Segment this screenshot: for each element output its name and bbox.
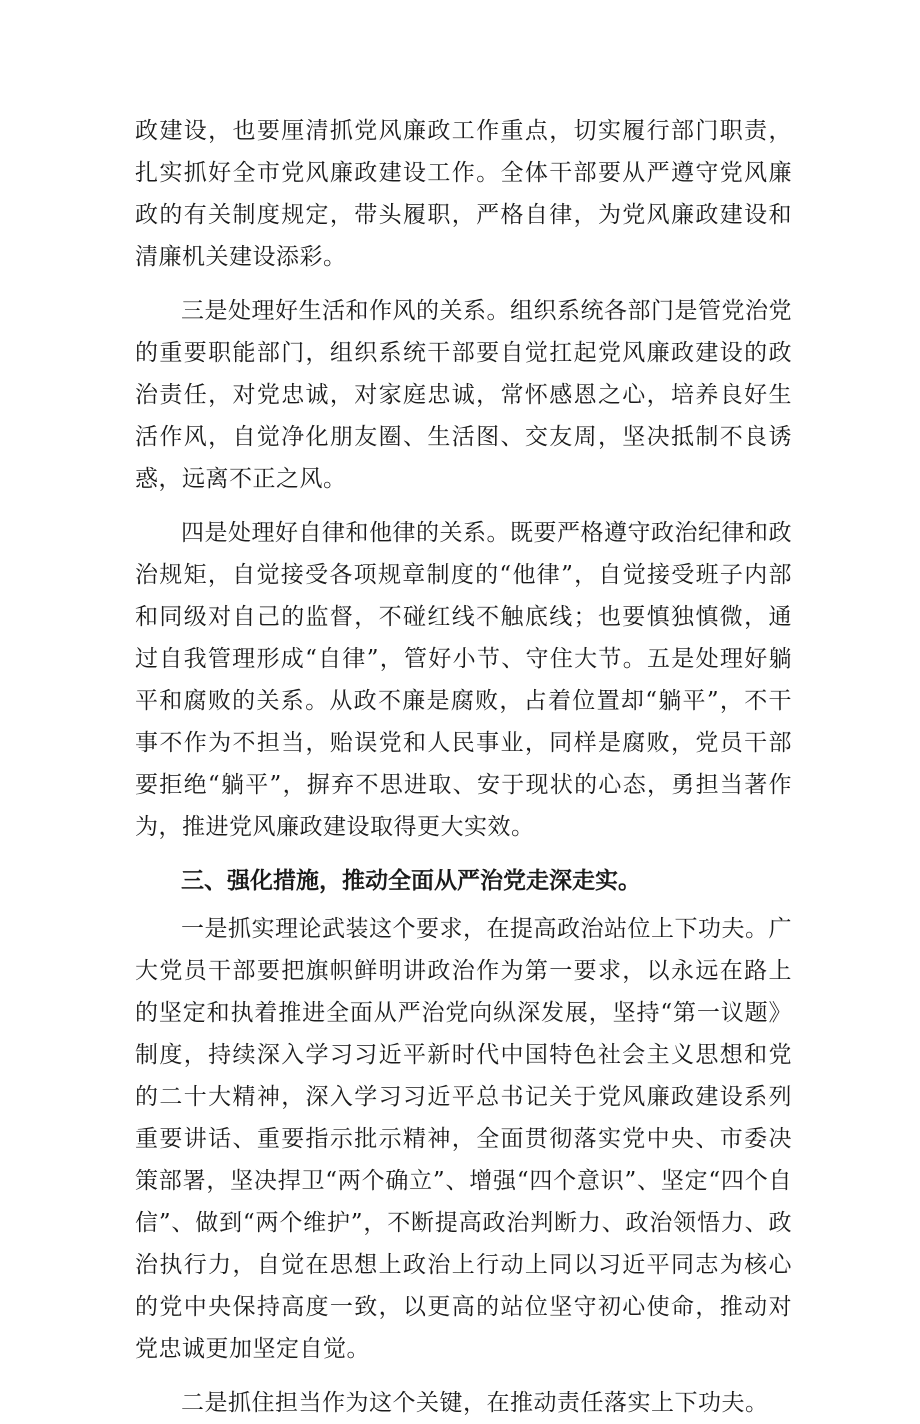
section-heading: 三、强化措施，推动全面从严治党走深走实。 bbox=[181, 868, 641, 894]
paragraph-continuation: 政建设，也要厘清抓党风廉政工作重点，切实履行部门职责，扎实抓好全市党风廉政建设工作。全体干部要从严遵守党风廉政的有关制度规定，带头履职，严格自律，为党风廉政建设和清廉机关建设添彩。 bbox=[135, 118, 792, 270]
paragraph-self-discipline-relation: 四是处理好自律和他律的关系。既要严格遵守政治纪律和政治规矩，自觉接受各项规章制度的“他律”，自觉接受班子内部和同级对自己的监督，不碰红线不触底线；也要慎独慎微，通过自我管理形成“自律”，管好小节、守住大节。五是处理好躺平和腐败的关系。从政不廉是腐败，占着位置却“躺平”，不干事不作为不担当，贻误党和人民事业，同样是腐败，党员干部要拒绝“躺平”，摒弃不思进取、安于现状的心态，勇担当著作为，推进党风廉政建设取得更大实效。 bbox=[135, 520, 792, 840]
paragraph-lifestyle-relation: 三是处理好生活和作风的关系。组织系统各部门是管党治党的重要职能部门，组织系统干部要自觉扛起党风廉政建设的政治责任，对党忠诚，对家庭忠诚，常怀感恩之心，培养良好生活作风，自觉净化朋友圈、生活图、交友周，坚决抵制不良诱惑，远离不正之风。 bbox=[135, 298, 792, 492]
paragraph-theory-armament: 一是抓实理论武装这个要求，在提高政治站位上下功夫。广大党员干部要把旗帜鲜明讲政治作为第一要求，以永远在路上的坚定和执着推进全面从严治党向纵深发展，坚持“第一议题》制度，持续深入学习习近平新时代中国特色社会主义思想和党的二十大精神，深入学习习近平总书记关于党风廉政建设系列重要讲话、重要指示批示精神，全面贯彻落实党中央、市委决策部署，坚决捍卫“两个确立”、增强“四个意识”、坚定“四个自信”、做到“两个维护”，不断提高政治判断力、政治领悟力、政治执行力，自觉在思想上政治上行动上同以习近平同志为核心的党中央保持高度一致，以更高的站位坚守初心使命，推动对党忠诚更加坚定自觉。 bbox=[135, 916, 792, 1362]
paragraph-responsibility: 二是抓住担当作为这个关键，在推动责任落实上下功夫。 bbox=[181, 1390, 769, 1416]
